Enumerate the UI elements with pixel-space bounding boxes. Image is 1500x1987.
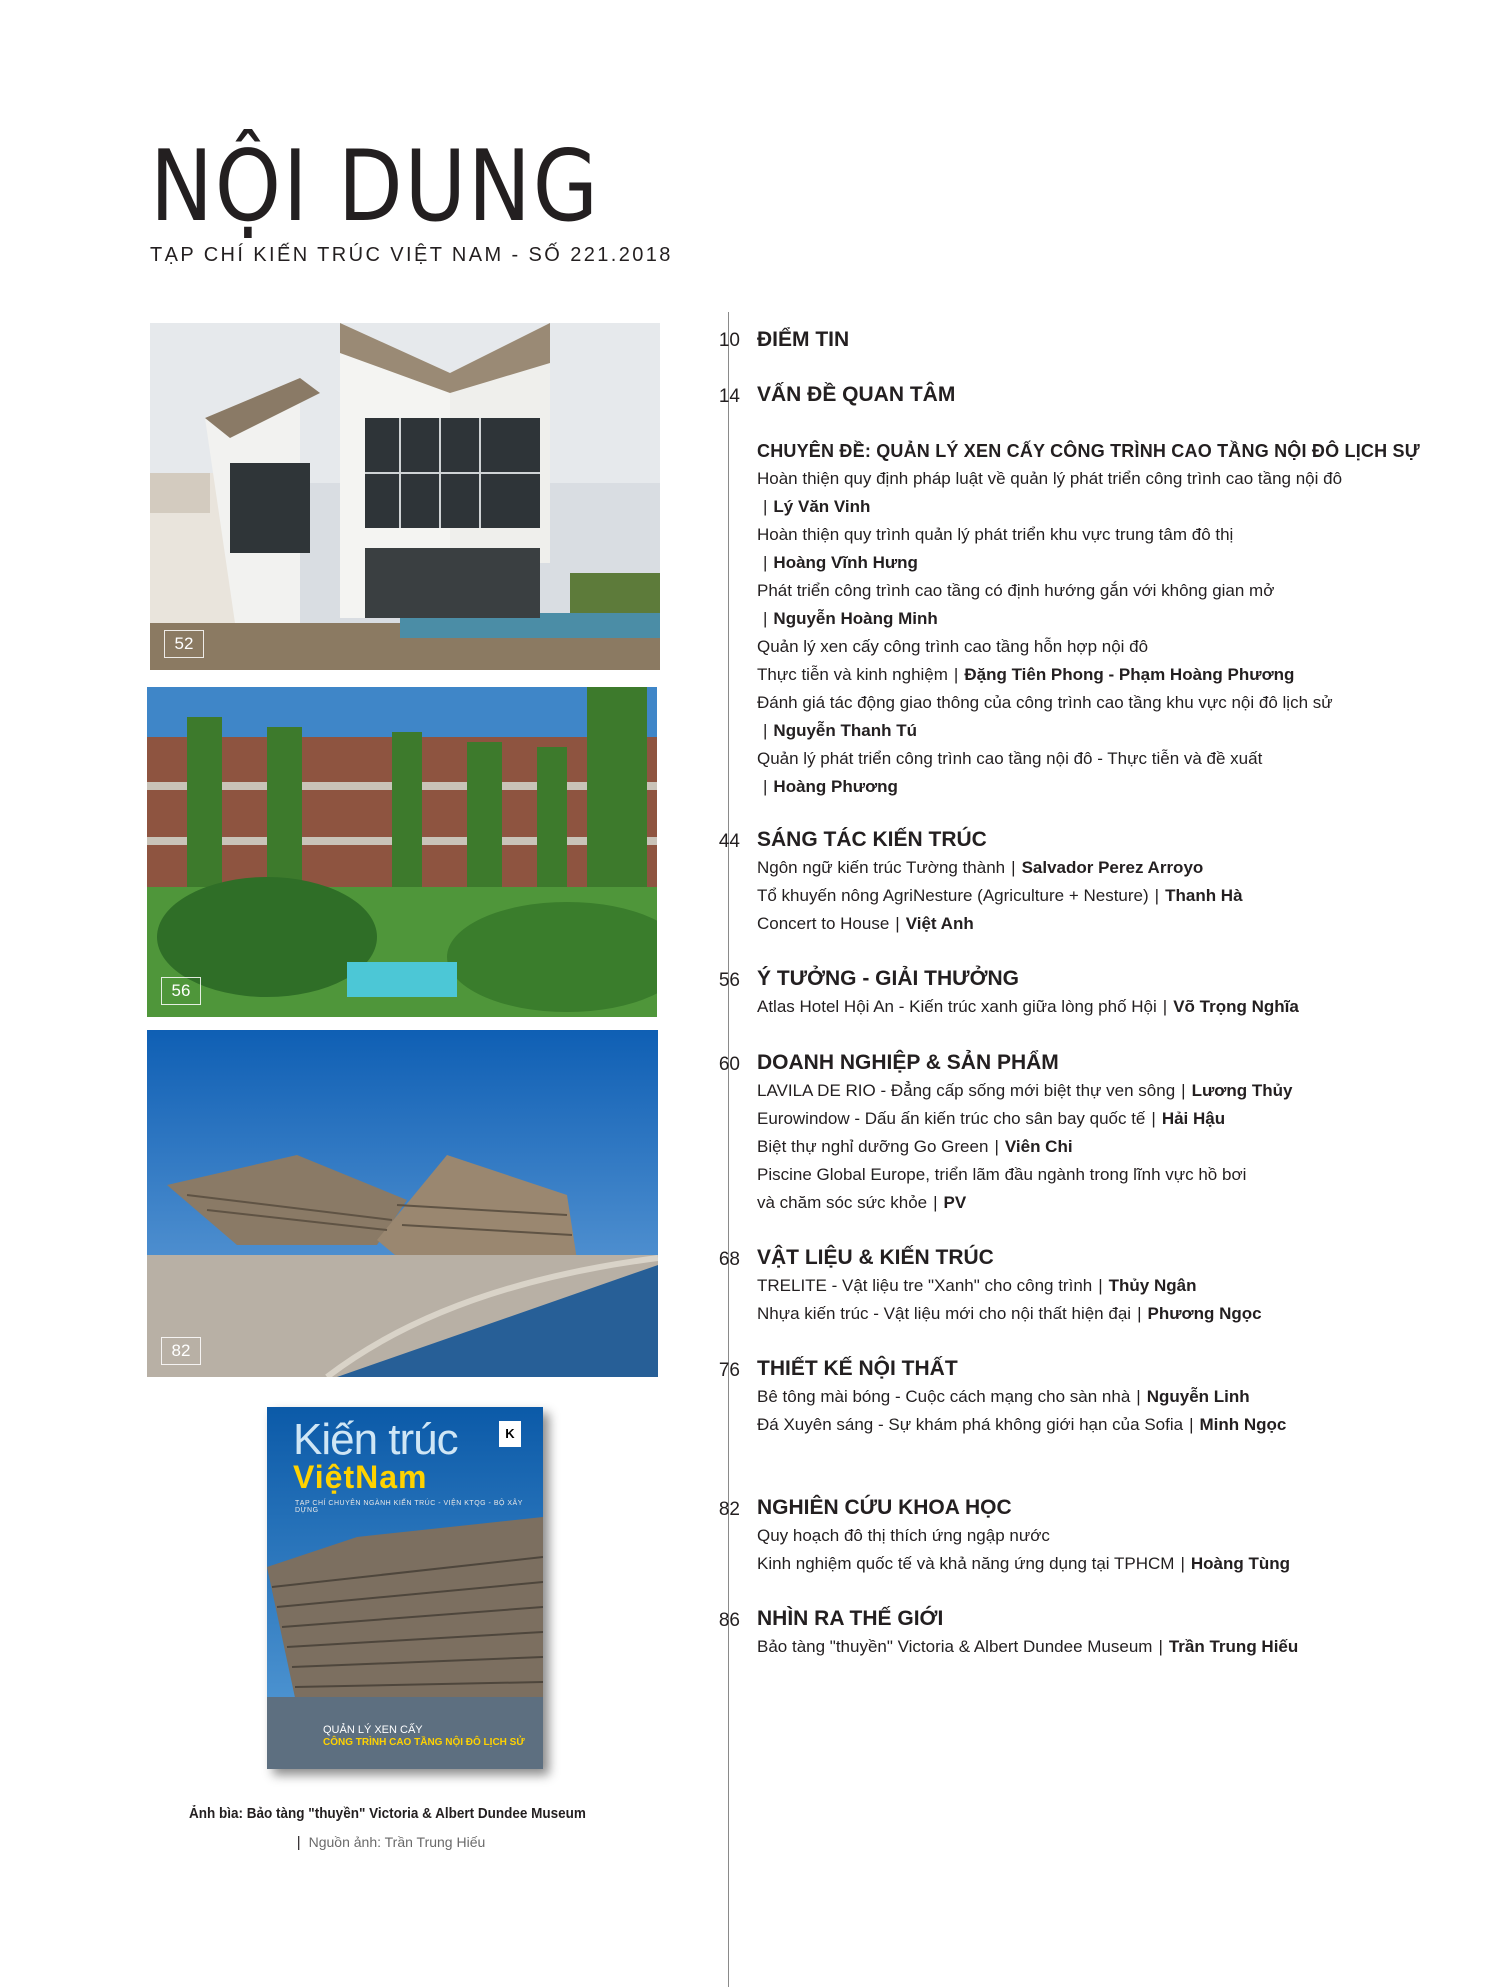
- article-line[interactable]: [757, 497, 870, 517]
- page-title: NỘI DUNG: [150, 130, 600, 244]
- photo-page-ref: 56: [161, 977, 201, 1005]
- article-line[interactable]: [757, 1387, 1250, 1407]
- section-page-number: 76: [718, 1360, 740, 1381]
- photo-museum: [147, 1030, 658, 1377]
- section-page-number: 44: [718, 831, 740, 852]
- article-title: Quản lý phát triển công trình cao tầng nội đô - Thực tiễn và đề xuất: [757, 749, 1263, 768]
- article-author: Nguyễn Linh: [1146, 1387, 1250, 1406]
- author-separator: |: [763, 553, 768, 572]
- section-title[interactable]: NHÌN RA THẾ GIỚI: [757, 1607, 944, 1630]
- section-title[interactable]: SÁNG TÁC KIẾN TRÚC: [757, 828, 987, 851]
- section-title[interactable]: Ý TƯỞNG - GIẢI THƯỞNG: [757, 967, 1019, 990]
- photo-green-hotel-graphic: [147, 687, 657, 1017]
- article-line[interactable]: [757, 665, 1294, 685]
- article-line[interactable]: [757, 1193, 966, 1213]
- article-line[interactable]: [757, 997, 1299, 1017]
- article-author: Hoàng Vĩnh Hưng: [773, 553, 918, 572]
- cover-logo-line1: Kiến trúc: [293, 1415, 458, 1464]
- article-title: và chăm sóc sức khỏe: [757, 1193, 928, 1212]
- article-title: Nhựa kiến trúc - Vật liệu mới cho nội thất hiện đại: [757, 1304, 1132, 1323]
- article-author: Hải Hậu: [1161, 1109, 1226, 1128]
- article-author: Việt Anh: [905, 914, 974, 933]
- author-separator: |: [1136, 1387, 1141, 1406]
- author-separator: |: [763, 721, 768, 740]
- article-title: Kinh nghiệm quốc tế và khả năng ứng dụng tại TPHCM: [757, 1554, 1175, 1573]
- section-title[interactable]: VẬT LIỆU & KIẾN TRÚC: [757, 1246, 994, 1269]
- article-author: Nguyễn Thanh Tú: [773, 721, 917, 740]
- author-separator: |: [1011, 858, 1016, 877]
- article-line[interactable]: [757, 886, 1243, 906]
- article-title: Bê tông mài bóng - Cuộc cách mạng cho sàn nhà: [757, 1387, 1131, 1406]
- article-title: Biệt thự nghỉ dưỡng Go Green: [757, 1137, 989, 1156]
- section-title[interactable]: DOANH NGHIỆP & SẢN PHẨM: [757, 1051, 1059, 1074]
- article-line[interactable]: [757, 1081, 1292, 1101]
- article-title: Bảo tàng "thuyền" Victoria & Albert Dundee Museum: [757, 1637, 1153, 1656]
- article-author: PV: [943, 1193, 967, 1212]
- photo-museum-graphic: [147, 1030, 658, 1377]
- article-line[interactable]: [757, 1137, 1073, 1157]
- photo-page-ref: 82: [161, 1337, 201, 1365]
- author-separator: |: [1189, 1415, 1194, 1434]
- article-line[interactable]: [757, 721, 917, 741]
- section-title[interactable]: VẤN ĐỀ QUAN TÂM: [757, 383, 956, 406]
- article-line[interactable]: [757, 1165, 1246, 1185]
- cover-caption-credit: Nguồn ảnh: Trần Trung Hiếu: [308, 1834, 486, 1850]
- article-line[interactable]: [757, 469, 1342, 489]
- article-title: Tổ khuyến nông AgriNesture (Agriculture + Nesture): [757, 886, 1149, 905]
- cover-tagline: TẠP CHÍ CHUYÊN NGÀNH KIẾN TRÚC - VIỆN KTQG - BỘ XÂY DỰNG: [295, 1500, 523, 1514]
- section-page-number: 14: [718, 386, 740, 407]
- article-title: Hoàn thiện quy định pháp luật về quản lý phát triển công trình cao tầng nội đô: [757, 469, 1343, 488]
- cover-caption: [152, 1800, 622, 1857]
- article-title: Đá Xuyên sáng - Sự khám phá không giới hạn của Sofia: [757, 1415, 1184, 1434]
- article-author: Lý Văn Vinh: [773, 497, 871, 516]
- column-divider: [728, 312, 729, 1987]
- article-title: Atlas Hotel Hội An - Kiến trúc xanh giữa lòng phố Hội: [757, 997, 1157, 1016]
- article-line[interactable]: [757, 1415, 1286, 1435]
- section-title[interactable]: ĐIỂM TIN: [757, 328, 850, 351]
- author-separator: |: [933, 1193, 938, 1212]
- cover-issue-badge: K: [499, 1421, 521, 1447]
- article-line[interactable]: [757, 637, 1148, 657]
- article-title: Concert to House: [757, 914, 890, 933]
- photo-villa-graphic: [150, 323, 660, 670]
- article-line[interactable]: [757, 1637, 1298, 1657]
- article-author: Đặng Tiên Phong - Phạm Hoàng Phương: [964, 665, 1295, 684]
- topic-title: CHUYÊN ĐỀ: QUẢN LÝ XEN CẤY CÔNG TRÌNH CAO TẦNG NỘI ĐÔ LỊCH SỰ: [757, 441, 1420, 461]
- article-title: Hoàn thiện quy trình quản lý phát triển khu vực trung tâm đô thị: [757, 525, 1234, 544]
- author-separator: |: [994, 1137, 999, 1156]
- article-line[interactable]: [757, 749, 1262, 769]
- article-line[interactable]: [757, 914, 974, 934]
- caption-separator: |: [296, 1834, 301, 1851]
- author-separator: |: [1180, 1554, 1185, 1573]
- section-page-number: 82: [718, 1499, 740, 1520]
- section-page-number: 68: [718, 1249, 740, 1270]
- cover-headline-1: QUẢN LÝ XEN CẤY: [323, 1724, 423, 1736]
- article-title: Quản lý xen cấy công trình cao tầng hỗn hợp nội đô: [757, 637, 1149, 656]
- article-line[interactable]: [757, 553, 918, 573]
- article-title: Phát triển công trình cao tầng có định hướng gắn với không gian mở: [757, 581, 1275, 600]
- author-separator: |: [1137, 1304, 1142, 1323]
- article-title: Ngôn ngữ kiến trúc Tường thành: [757, 858, 1006, 877]
- author-separator: |: [763, 497, 768, 516]
- author-separator: |: [1154, 886, 1160, 905]
- article-author: Hoàng Phương: [773, 777, 898, 796]
- author-separator: |: [1098, 1276, 1103, 1295]
- author-separator: |: [1162, 997, 1168, 1016]
- article-line[interactable]: [757, 525, 1233, 545]
- magazine-cover: [267, 1407, 543, 1769]
- author-separator: |: [895, 914, 900, 933]
- article-author: Minh Ngọc: [1199, 1415, 1287, 1434]
- article-line[interactable]: [757, 1276, 1197, 1296]
- article-line[interactable]: [757, 581, 1274, 601]
- author-separator: |: [1158, 1637, 1163, 1656]
- article-author: Viên Chi: [1004, 1137, 1073, 1156]
- article-title: Đánh giá tác động giao thông của công trình cao tầng khu vực nội đô lịch sử: [757, 693, 1333, 712]
- photo-page-ref: 52: [164, 630, 204, 658]
- article-line[interactable]: [757, 609, 938, 629]
- page-subtitle: TẠP CHÍ KIẾN TRÚC VIỆT NAM - SỐ 221.2018: [150, 244, 673, 266]
- author-separator: |: [763, 609, 768, 628]
- article-line[interactable]: [757, 693, 1333, 713]
- cover-headline-2: CÔNG TRÌNH CAO TẦNG NỘI ĐÔ LỊCH SỬ: [323, 1737, 525, 1748]
- article-author: Salvador Perez Arroyo: [1021, 858, 1204, 877]
- article-line[interactable]: [757, 1554, 1290, 1574]
- article-title: Thực tiễn và kinh nghiệm: [757, 665, 948, 684]
- article-title: TRELITE - Vật liệu tre "Xanh" cho công trình: [757, 1276, 1093, 1295]
- section-title[interactable]: NGHIÊN CỨU KHOA HỌC: [757, 1496, 1012, 1519]
- article-line[interactable]: [757, 858, 1203, 878]
- article-author: Võ Trọng Nghĩa: [1173, 997, 1299, 1016]
- article-author: Phương Ngọc: [1147, 1304, 1262, 1323]
- author-separator: |: [953, 665, 959, 684]
- article-author: Nguyễn Hoàng Minh: [773, 609, 938, 628]
- article-title: LAVILA DE RIO - Đẳng cấp sống mới biệt thự ven sông: [757, 1081, 1176, 1100]
- article-line[interactable]: [757, 1526, 1050, 1546]
- author-separator: |: [763, 777, 768, 796]
- article-title: Piscine Global Europe, triển lãm đầu ngành trong lĩnh vực hồ bơi: [757, 1165, 1247, 1184]
- article-line[interactable]: [757, 777, 898, 797]
- article-author: Thủy Ngân: [1108, 1276, 1197, 1295]
- section-page-number: 56: [718, 970, 740, 991]
- section-page-number: 86: [718, 1610, 740, 1631]
- article-title: Eurowindow - Dấu ấn kiến trúc cho sân bay quốc tế: [757, 1109, 1146, 1128]
- article-author: Hoàng Tùng: [1190, 1554, 1291, 1573]
- article-author: Thanh Hà: [1165, 886, 1243, 905]
- photo-green-hotel: [147, 687, 657, 1017]
- author-separator: |: [1181, 1081, 1186, 1100]
- article-author: Trần Trung Hiếu: [1168, 1637, 1299, 1656]
- section-title[interactable]: THIẾT KẾ NỘI THẤT: [757, 1357, 958, 1380]
- article-line[interactable]: [757, 1304, 1262, 1324]
- cover-caption-text: Ảnh bìa: Bảo tàng "thuyền" Victoria & Albert Dundee Museum: [188, 1805, 586, 1822]
- author-separator: |: [1151, 1109, 1156, 1128]
- cover-logo-line2: ViệtNam: [293, 1459, 428, 1495]
- section-page-number: 60: [718, 1054, 740, 1075]
- article-title: Quy hoạch đô thị thích ứng ngập nước: [757, 1526, 1050, 1545]
- photo-villa: [150, 323, 660, 670]
- section-page-number: 10: [718, 330, 740, 351]
- article-line[interactable]: [757, 1109, 1225, 1129]
- article-author: Lương Thủy: [1191, 1081, 1293, 1100]
